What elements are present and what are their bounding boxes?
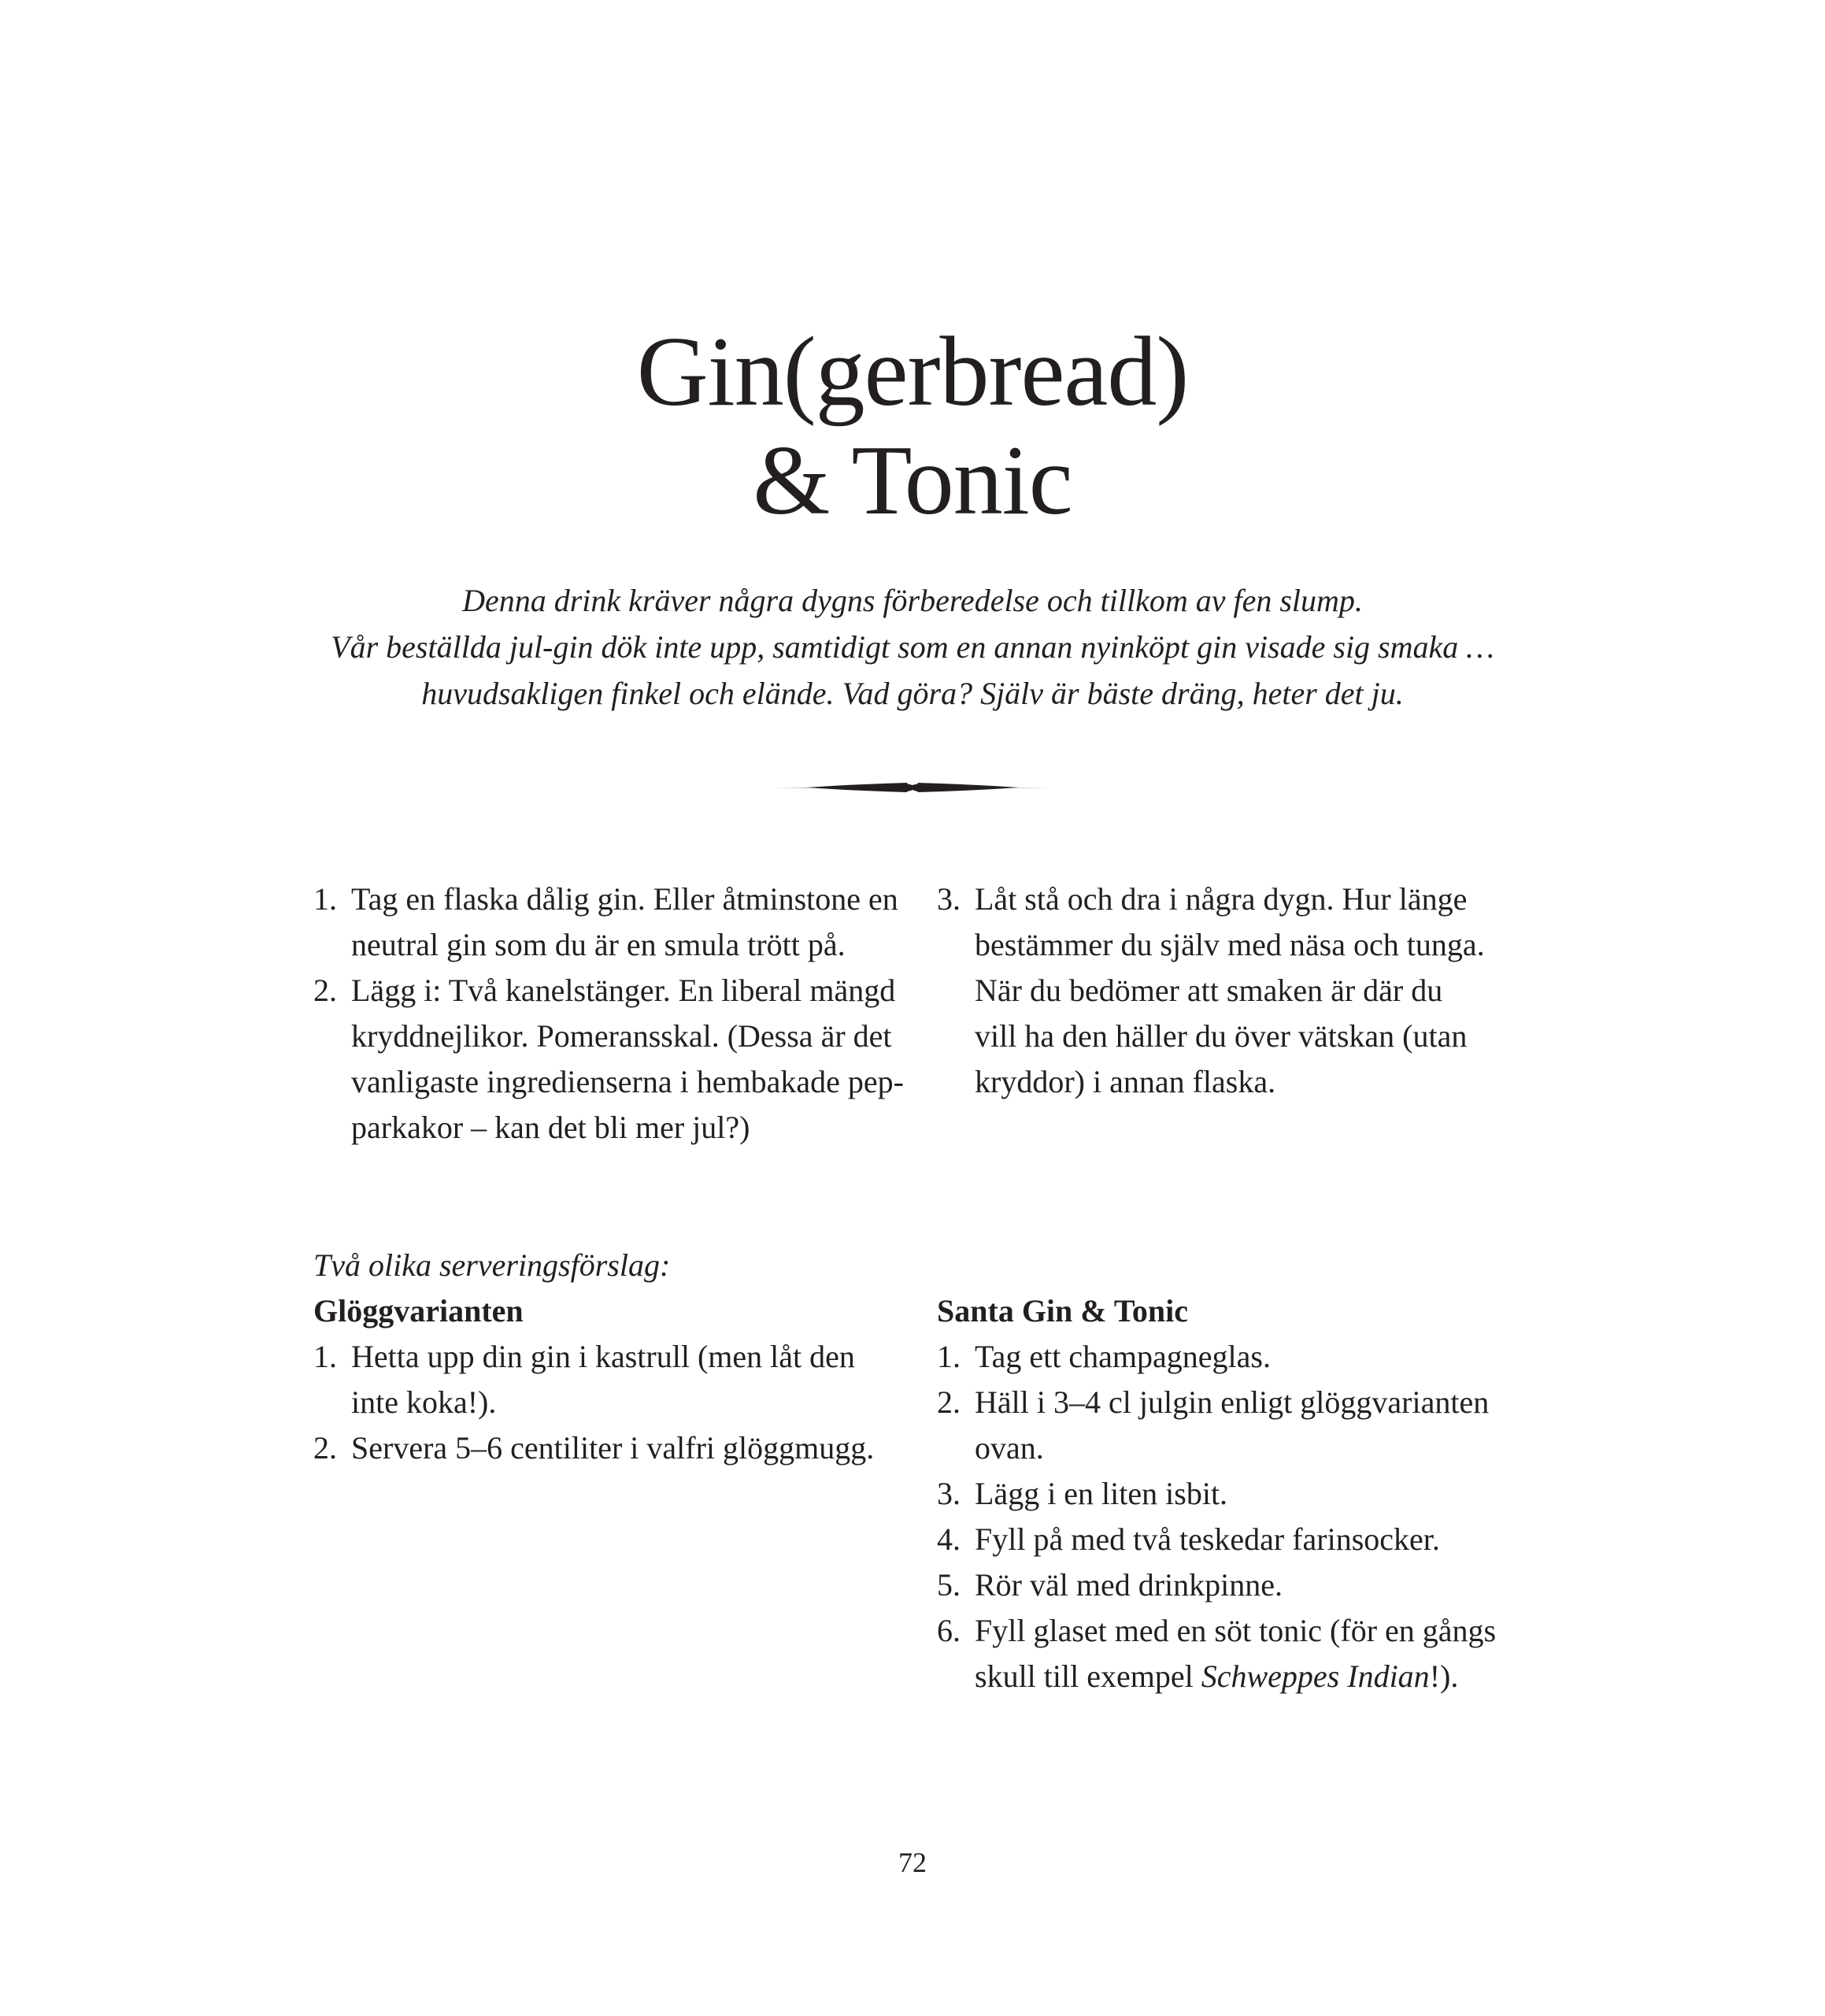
step-text: Lägg i en liten isbit. bbox=[975, 1476, 1228, 1511]
list-item bbox=[937, 1517, 1535, 1562]
step-number: 6. bbox=[937, 1613, 961, 1648]
list-item bbox=[313, 1425, 912, 1471]
step-text: inte koka!). bbox=[351, 1384, 497, 1420]
santa-gin-tonic-heading: Santa Gin & Tonic bbox=[937, 1293, 1189, 1329]
step-number: 2. bbox=[313, 1430, 337, 1466]
step-number: 3. bbox=[937, 1476, 961, 1511]
step-text: bestämmer du själv med näsa och tunga. bbox=[975, 927, 1485, 962]
step-number: 2. bbox=[937, 1384, 961, 1420]
step-text-suffix: !). bbox=[1429, 1658, 1459, 1694]
step-text: Fyll på med två teskedar farinsocker. bbox=[975, 1521, 1440, 1557]
step-number: 5. bbox=[937, 1567, 961, 1603]
step-text bbox=[975, 1654, 1535, 1699]
step-number: 3. bbox=[937, 881, 961, 917]
step-text: Hetta upp din gin i kastrull (men låt den bbox=[351, 1339, 855, 1374]
list-item bbox=[313, 876, 912, 968]
list-item bbox=[937, 1608, 1535, 1699]
list-item bbox=[937, 1334, 1535, 1380]
step-text: ovan. bbox=[975, 1430, 1044, 1466]
list-item bbox=[937, 1471, 1535, 1517]
list-item bbox=[937, 876, 1535, 1105]
serving-suggestions-label: Två olika serveringsförslag: bbox=[313, 1247, 671, 1283]
glogg-variant-section bbox=[313, 1288, 912, 1471]
step-text: parkakor – kan det bli mer jul?) bbox=[351, 1110, 750, 1145]
step-text: neutral gin som du är en smula trött på. bbox=[351, 927, 846, 962]
glogg-variant-heading: Glöggvarianten bbox=[313, 1293, 524, 1329]
step-number: 1. bbox=[313, 1339, 337, 1374]
list-item bbox=[937, 1562, 1535, 1608]
intro-line-2: Vår beställda jul-gin dök inte upp, samtidigt som en annan nyinköpt gin visade sig smaka … bbox=[331, 629, 1494, 665]
title-line-2: & Tonic bbox=[753, 426, 1072, 536]
list-item bbox=[937, 1380, 1535, 1471]
step-number: 1. bbox=[937, 1339, 961, 1374]
intro-line-1: Denna drink kräver några dygns förberedelse och tillkom av fen slump. bbox=[462, 583, 1363, 618]
step-text: Tag ett champagneglas. bbox=[975, 1339, 1271, 1374]
step-text: Rör väl med drinkpinne. bbox=[975, 1567, 1283, 1603]
step-text-prefix: skull till exempel bbox=[975, 1658, 1201, 1694]
step-number: 4. bbox=[937, 1521, 961, 1557]
step-text: Servera 5–6 centiliter i valfri glöggmugg. bbox=[351, 1430, 875, 1466]
flourish-divider-icon bbox=[775, 772, 1050, 803]
step-text: Lägg i: Två kanelstänger. En liberal mängd bbox=[351, 973, 896, 1008]
step-text: kryddnejlikor. Pomeransskal. (Dessa är det bbox=[351, 1018, 892, 1054]
list-item bbox=[313, 1334, 912, 1425]
step-text: Fyll glaset med en söt tonic (för en gångs bbox=[975, 1613, 1497, 1648]
page-number: 72 bbox=[898, 1847, 927, 1878]
step-text: vill ha den häller du över vätskan (utan bbox=[975, 1018, 1468, 1054]
list-item bbox=[313, 968, 912, 1151]
santa-gin-tonic-section bbox=[937, 1288, 1535, 1699]
step-text: vanligaste ingredienserna i hembakade pep- bbox=[351, 1064, 904, 1099]
step-text: kryddor) i annan flaska. bbox=[975, 1064, 1276, 1099]
step-text: Häll i 3–4 cl julgin enligt glöggvarianten bbox=[975, 1384, 1490, 1420]
title-line-1: Gin(gerbread) bbox=[636, 317, 1189, 427]
step-text: Tag en flaska dålig gin. Eller åtminstone en bbox=[351, 881, 898, 917]
intro-line-3: huvudsakligen finkel och elände. Vad göra? Själv är bäste dräng, heter det ju. bbox=[421, 676, 1404, 711]
step-text: När du bedömer att smaken är där du bbox=[975, 973, 1443, 1008]
step-number: 1. bbox=[313, 881, 337, 917]
step-text: Låt stå och dra i några dygn. Hur länge bbox=[975, 881, 1468, 917]
brand-name: Schweppes Indian bbox=[1201, 1658, 1430, 1694]
preparation-right-column bbox=[937, 876, 1535, 1105]
preparation-left-column bbox=[313, 876, 912, 1151]
step-number: 2. bbox=[313, 973, 337, 1008]
intro-paragraph bbox=[0, 577, 1825, 717]
